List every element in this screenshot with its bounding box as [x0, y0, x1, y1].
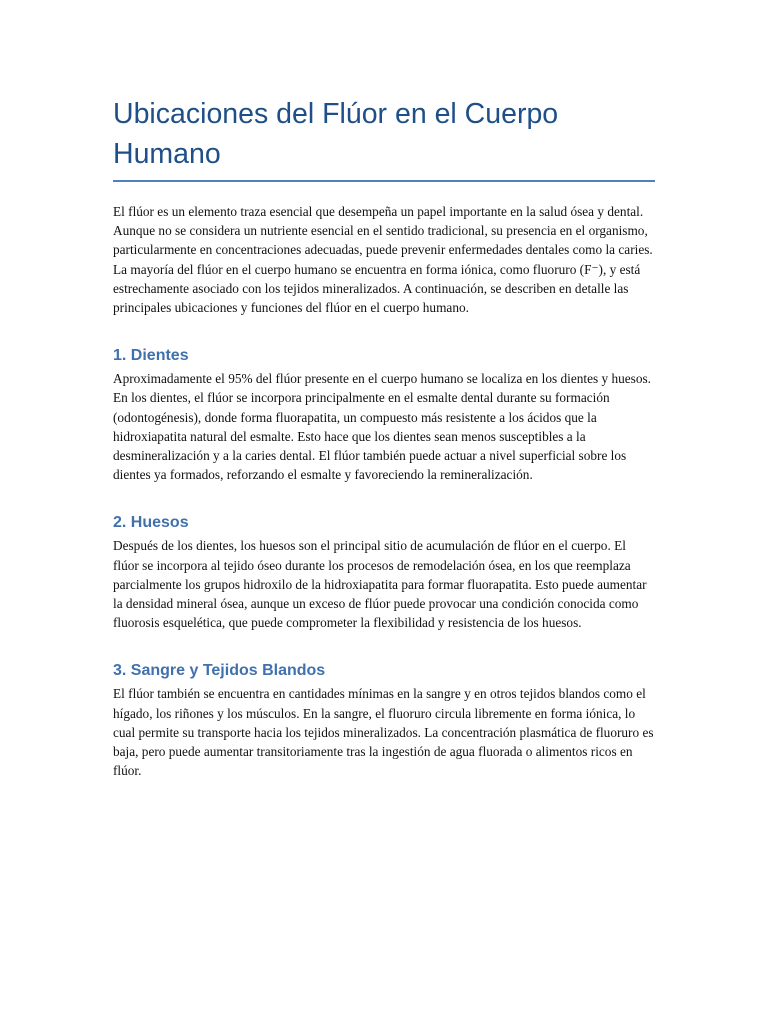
- section-heading: 3. Sangre y Tejidos Blandos: [113, 662, 326, 680]
- section-paragraph: El flúor también se encuentra en cantidades mínimas en la sangre y en otros tejidos blandos como el hígado, los riñones y los músculos. En la sangre, el fluoruro circula libremente en forma iónica, lo cual permite su transporte hacia los tejidos mineralizados. La concentración plasmática de fluoruro es baja, pero puede aumentar transitoriamente tras la ingestión de agua fluorada o alimentos ricos en flúor.: [113, 686, 654, 779]
- section-paragraph: Después de los dientes, los huesos son el principal sitio de acumulación de flúor en el cuerpo. El flúor se incorpora al tejido óseo durante los procesos de remodelación ósea, en los que reemplaza parcialmente los grupos hidroxilo de la hidroxiapatita para formar fluorapatita. Esto puede aumentar la densidad mineral ósea, aunque un exceso de flúor puede provocar una condición conocida como fluorosis esquelética, que puede comprometer la flexibilidad y resistencia de los huesos.: [113, 538, 647, 631]
- document-page: [113, 94, 655, 780]
- document-title: Ubicaciones del Flúor en el Cuerpo Humano: [113, 98, 559, 170]
- title-divider: [113, 180, 655, 182]
- intro-paragraph: El flúor es un elemento traza esencial que desempeña un papel importante en la salud ósea y dental. Aunque no se considera un nutriente esencial en el sentido tradicional, su presencia en el organismo, particularmente en concentraciones adecuadas, puede prevenir enfermedades dentales como la caries. La mayoría del flúor en el cuerpo humano se encuentra en forma iónica, como fluoruro (F⁻), y está estrechamente asociado con los tejidos mineralizados. A continuación, se describen en detalle las principales ubicaciones y funciones del flúor en el cuerpo humano.: [113, 204, 653, 316]
- section-heading: 1. Dientes: [113, 347, 189, 365]
- section-dientes: [113, 346, 655, 484]
- section-heading: 2. Huesos: [113, 514, 189, 532]
- section-sangre-tejidos-blandos: [113, 661, 655, 780]
- section-paragraph: Aproximadamente el 95% del flúor presente en el cuerpo humano se localiza en los dientes y huesos. En los dientes, el flúor se incorpora principalmente en el esmalte dental durante su formación (odontogénesis), donde forma fluorapatita, un compuesto más resistente a los ácidos que la hidroxiapatita natural del esmalte. Esto hace que los dientes sean menos susceptibles a la desmineralización y a la caries dental. El flúor también puede actuar a nivel superficial sobre los dientes ya formados, reforzando el esmalte y favoreciendo la remineralización.: [113, 371, 651, 483]
- section-huesos: [113, 513, 655, 632]
